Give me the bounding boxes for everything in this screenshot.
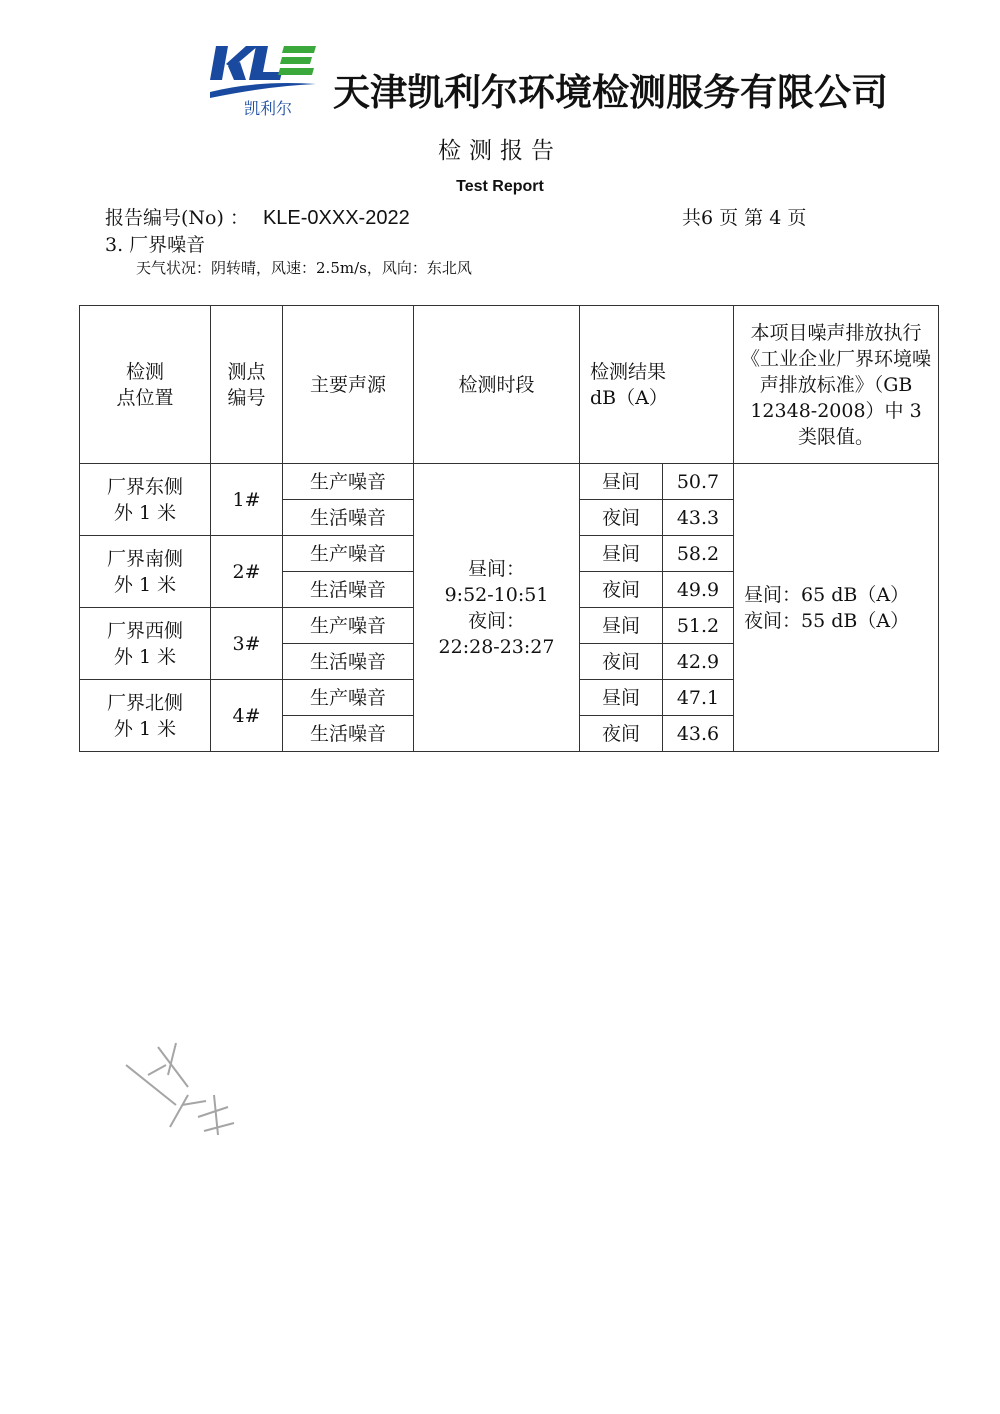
section-title: 3. 厂界噪音 — [105, 234, 206, 256]
svg-text:凯利尔: 凯利尔 — [244, 99, 293, 118]
time-cell: 昼间 — [580, 680, 663, 716]
report-title-en: Test Report — [456, 178, 544, 195]
time-cell: 夜间 — [580, 572, 663, 608]
point-cell: 3# — [211, 608, 283, 680]
location-cell: 厂界西侧 外 1 米 — [80, 608, 211, 680]
value-cell: 43.3 — [663, 500, 734, 536]
weather-info: 天气状况：阴转晴，风速：2.5m/s，风向：东北风 — [136, 259, 472, 277]
source-cell: 生产噪音 — [283, 464, 414, 500]
table-header-row — [80, 306, 939, 464]
header-standard: 本项目噪声排放执行《工业企业厂界环境噪声排放标准》（GB 12348-2008）中 3 类限值。 — [734, 306, 939, 464]
time-cell: 昼间 — [580, 464, 663, 500]
point-cell: 4# — [211, 680, 283, 752]
period-cell: 昼间： 9:52-10:51 夜间： 22:28-23:27 — [414, 464, 580, 752]
value-cell: 51.2 — [663, 608, 734, 644]
header-location: 检测 点位置 — [80, 306, 211, 464]
source-cell: 生产噪音 — [283, 608, 414, 644]
report-number-line — [105, 203, 410, 230]
watermark-stamp — [118, 1035, 248, 1145]
kle-logo-icon — [208, 40, 320, 118]
point-cell: 2# — [211, 536, 283, 608]
watermark-icon — [118, 1035, 248, 1145]
time-cell: 昼间 — [580, 608, 663, 644]
time-cell: 夜间 — [580, 716, 663, 752]
report-number-value: KLE-0XXX-2022 — [262, 207, 410, 229]
limit-cell: 昼间：65 dB（A） 夜间：55 dB（A） — [734, 464, 939, 752]
report-number-label: 报告编号(No) ： — [105, 207, 249, 229]
time-cell: 夜间 — [580, 644, 663, 680]
header-point: 测点 编号 — [211, 306, 283, 464]
header-source: 主要声源 — [283, 306, 414, 464]
table-row — [80, 464, 939, 500]
value-cell: 58.2 — [663, 536, 734, 572]
page-counter: 共6 页 第 4 页 — [682, 207, 807, 229]
company-name: 天津凯利尔环境检测服务有限公司 — [333, 71, 888, 114]
source-cell: 生产噪音 — [283, 680, 414, 716]
location-cell: 厂界南侧 外 1 米 — [80, 536, 211, 608]
source-cell: 生活噪音 — [283, 500, 414, 536]
header-result: 检测结果 dB（A） — [580, 306, 734, 464]
time-cell: 夜间 — [580, 500, 663, 536]
location-cell: 厂界北侧 外 1 米 — [80, 680, 211, 752]
time-cell: 昼间 — [580, 536, 663, 572]
value-cell: 49.9 — [663, 572, 734, 608]
source-cell: 生活噪音 — [283, 716, 414, 752]
noise-results-table — [79, 305, 939, 752]
value-cell: 42.9 — [663, 644, 734, 680]
value-cell: 50.7 — [663, 464, 734, 500]
location-cell: 厂界东侧 外 1 米 — [80, 464, 211, 536]
report-title-cn: 检测报告 — [438, 138, 562, 164]
company-logo — [208, 40, 320, 118]
value-cell: 43.6 — [663, 716, 734, 752]
header-period: 检测时段 — [414, 306, 580, 464]
point-cell: 1# — [211, 464, 283, 536]
value-cell: 47.1 — [663, 680, 734, 716]
source-cell: 生产噪音 — [283, 536, 414, 572]
source-cell: 生活噪音 — [283, 644, 414, 680]
source-cell: 生活噪音 — [283, 572, 414, 608]
